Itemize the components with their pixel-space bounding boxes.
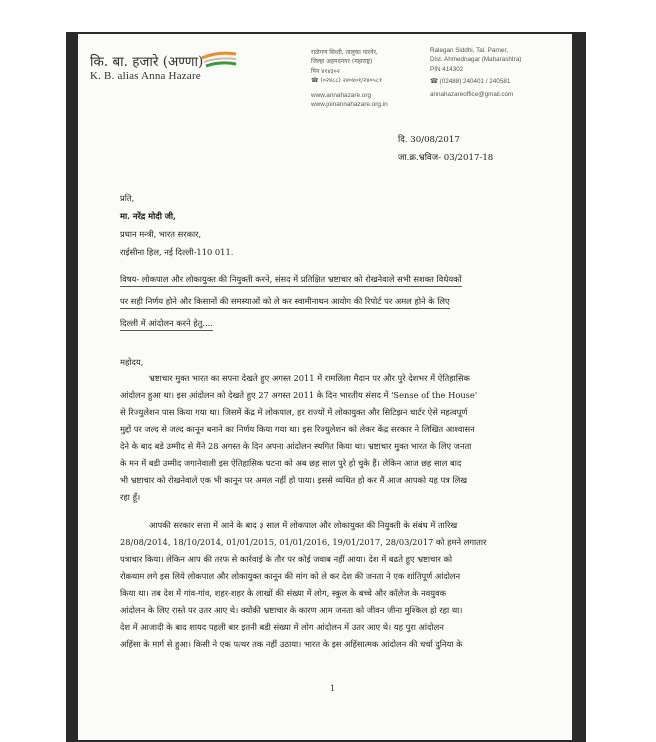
paragraph-1-line: से रिज्युलेशन पास किया गया था। जिसमें केंद्र में लोकपाल, हर राज्यों में लोकायुक्त और सिटिझन चार्टर ऐसे महत्वपूर्ण (120, 407, 468, 417)
paragraph-2-line: पत्राचार किया। लेकिन आप की तरफ से कार्रवाई के तौर पर कोई जवाब नहीं आया। देश में बढते हुए भ्रष्टाचार को (120, 554, 453, 564)
paragraph-2-line: अहिंसा के मार्ग से हुआ। किसी ने एक पत्थर तक नहीं उठाया। भारत के इस अहिंसात्मक आंदोलन की चर्चा दुनिया के (120, 639, 463, 649)
paragraph-2-line: आपकी सरकार सत्ता में आने के बाद ३ साल में लोकपाल और लोकायुक्त की नियुक्ती के संबंध में तारिख (149, 520, 458, 530)
page-number: 1 (330, 684, 336, 693)
address-english-line: Dist. Ahmednagar (Maharashtra) (430, 56, 522, 64)
tricolor-flag-logo (200, 50, 238, 70)
salutation: महोदय, (120, 357, 144, 367)
subject-line: विषय- लोकपाल और लोकायुक्त की नियुक्ती करने, संसद में प्रतिक्षित भ्रष्टाचार को रोखनेवाले सभी सशक्त विधेयकों (120, 274, 462, 287)
letter-page (78, 34, 572, 740)
paragraph-1-line: के मन में बडी उम्मीद जगानेवाली इस ऐतिहासिक घटना को अब छह साल पुरे हो चुके हैं। लेकिन आज छह साल बाद (120, 458, 462, 468)
website-link[interactable]: www.joinannahazare.org.in (311, 101, 388, 108)
address-english-phone: ☎ (02488) 240401 / 240581 (430, 78, 511, 86)
address-hindi-line: जिल्हा अहमदनगर (महाराष्ट्र) (311, 58, 373, 66)
paragraph-1-line: भी भ्रष्टाचार को रोखनेवाले एक भी कानून पर अमल नहीं हो पाया। इससे व्यथित हो कर मैं आज आपको यह पत्र लिख (120, 475, 468, 485)
address-hindi-line: पिन ४१४३०२ (311, 67, 340, 75)
address-english-line: PIN 414302 (430, 65, 464, 73)
email-link[interactable]: annahazareoffice@gmail.com (430, 90, 514, 98)
address-english (430, 46, 521, 99)
address-hindi-line: राळेगण सिध्दी, तालुका पारनेर, (311, 49, 378, 56)
paragraph-2-line: किया था। तब देश में गांव-गांव, शहर-शहर के लाखों की संख्या में लोग, स्कुल के बच्चे और कॉलेज के नवयुवक (120, 588, 447, 598)
subject-line: पर सही निर्णय होने और किसानों की समस्याओं को ले कर स्वामीनाथन आयोग की रिपोर्ट पर अमल होने के लिए (120, 296, 450, 309)
paragraph-2-line: आंदोलन के लिए रास्ते पर उतर आए थे। क्योंकी भ्रष्टाचार के कारण आम जनता को जीवन जीना मुश्किल हो रहा था। (120, 605, 463, 615)
paragraph-2-line: 28/08/2014, 18/10/2014, 01/01/2015, 01/01/2016, 19/01/2017, 28/03/2017 को हमने लगातार (120, 537, 487, 547)
paragraph-1-line: आंदोलन हुआ था। इस आंदोलन को देखते हुए 27 अगस्त 2011 के दिन भारतीय संसद में 'Sense of the House' (120, 390, 478, 400)
recipient-address: राईसीना हिल, नई दिल्ली-110 011. (120, 247, 234, 257)
address-english-line: Ralegan Siddhi, Tal. Parner, (430, 47, 508, 54)
address-hindi (311, 48, 382, 85)
website-link[interactable]: www.annahazare.org (311, 92, 372, 99)
letter-date: दि. 30/08/2017 (398, 135, 460, 145)
sender-name-hindi: कि. बा. हजारे (अण्णा) (90, 54, 204, 70)
reference-number: जा.क्र.भ्रवि‍ज- 03/2017-18 (398, 153, 494, 163)
subject-line: दिल्ली में आंदोलन करने हेतु.... (120, 318, 213, 331)
address-hindi-phone: ☎ (०२४८८) २४०४०१/२४०५८१ (311, 76, 383, 84)
sender-name-english: K. B. alias Anna Hazare (90, 70, 201, 82)
paragraph-1-line: भ्रष्टाचार मुक्त भारत का सपना देखते हुए अगस्त 2011 में रामलिला मैदान पर और पुरे देशभर में ऐतिहासिक (149, 373, 470, 383)
paragraph-1-line: देने के बाद बडे उम्मीद से मैंने 28 अगस्त के दिन अपना आंदोलन स्थगित किया था। भ्रष्टाचार मुक्त भारत के लिए जनता (120, 441, 472, 451)
recipient-name: मा. नरेंद्र मोदी जी, (120, 211, 176, 221)
paragraph-1-line: मुद्दों पर जल्द से जल्द कानून बनाने का निर्णय किया गया था। इस रिज्युलेशन को लेकर केंद्र सरकार ने लिखित आश्वासन (120, 424, 475, 434)
recipient-designation: प्रधान मन्त्री, भारत सरकार, (120, 229, 202, 239)
paragraph-2-line: देश में आजादी के बाद शायद पहली बार इतनी बडी संख्या में लोग आंदोलन में उतर आए थे। यह पुरा आंदोलन (120, 622, 444, 632)
websites (311, 91, 388, 109)
paragraph-2-line: रोकथाम लगे इस लिये लोकपाल और लोकायुक्त कानून की मांग को ले कर देश की जनता ने एक शांतिपूर्ण आंदोलन (120, 571, 461, 581)
paragraph-1-line: रहा हूँ। (120, 492, 141, 502)
recipient-prati: प्रति, (120, 193, 135, 203)
